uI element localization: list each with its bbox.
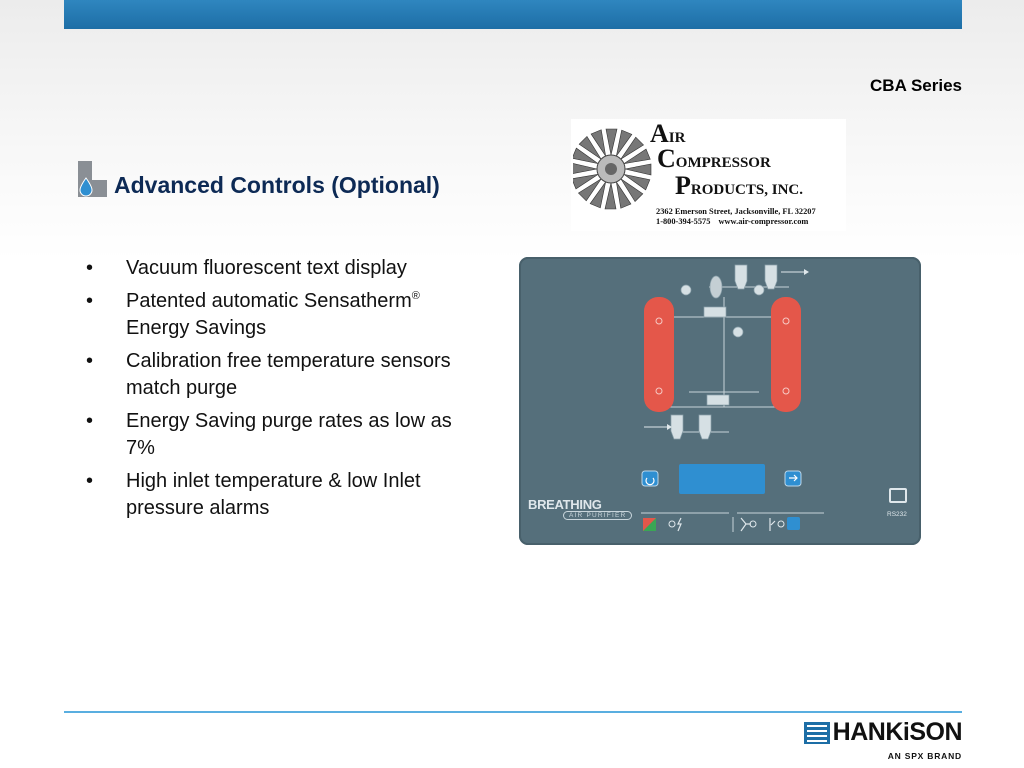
slide-title: Advanced Controls (Optional) [114,172,440,198]
footer-divider [64,711,962,713]
logo-phone: 1-800-394-5575 [656,217,711,226]
logo-line-compressor: COMPRESSOR [657,144,771,173]
logo-line-air: AIR [650,119,686,148]
list-item: • High inlet temperature & low Inlet pressure alarms [86,470,421,519]
logo-contact [656,217,808,226]
logo-website: www.air-compressor.com [718,217,809,226]
monitor-icon [889,488,907,503]
logo-line-products: PRODUCTS, INC. [675,171,803,200]
registered-mark: ® [411,290,420,302]
list-item: • Vacuum fluorescent text display [86,257,407,279]
tank-left [644,297,674,412]
tank-right [771,297,801,412]
air-purifier-label: AIR PURIFIER [563,511,632,520]
air-compressor-products-logo [571,119,846,231]
fan-icon [573,125,653,215]
logo-address: 2362 Emerson Street, Jacksonville, FL 32207 [656,207,816,216]
series-label: CBA Series [870,76,962,95]
control-panel-image [519,257,921,545]
droplet-icon [77,161,108,197]
rs232-label: RS232 [887,511,907,518]
spx-tagline: AN SPX BRAND [887,751,962,761]
top-banner-bar [64,0,962,29]
list-item: • Patented automatic Sensatherm® Energy Savings [86,290,420,339]
feature-list [86,255,486,528]
breathing-brand: BREATHING [528,497,602,512]
list-item: • Calibration free temperature sensors match purge [86,350,451,399]
hankison-mark-icon [804,722,830,744]
hankison-wordmark: HANKiSON [832,718,962,746]
list-item: • Energy Saving purge rates as low as 7% [86,410,452,459]
hankison-logo [804,718,962,761]
